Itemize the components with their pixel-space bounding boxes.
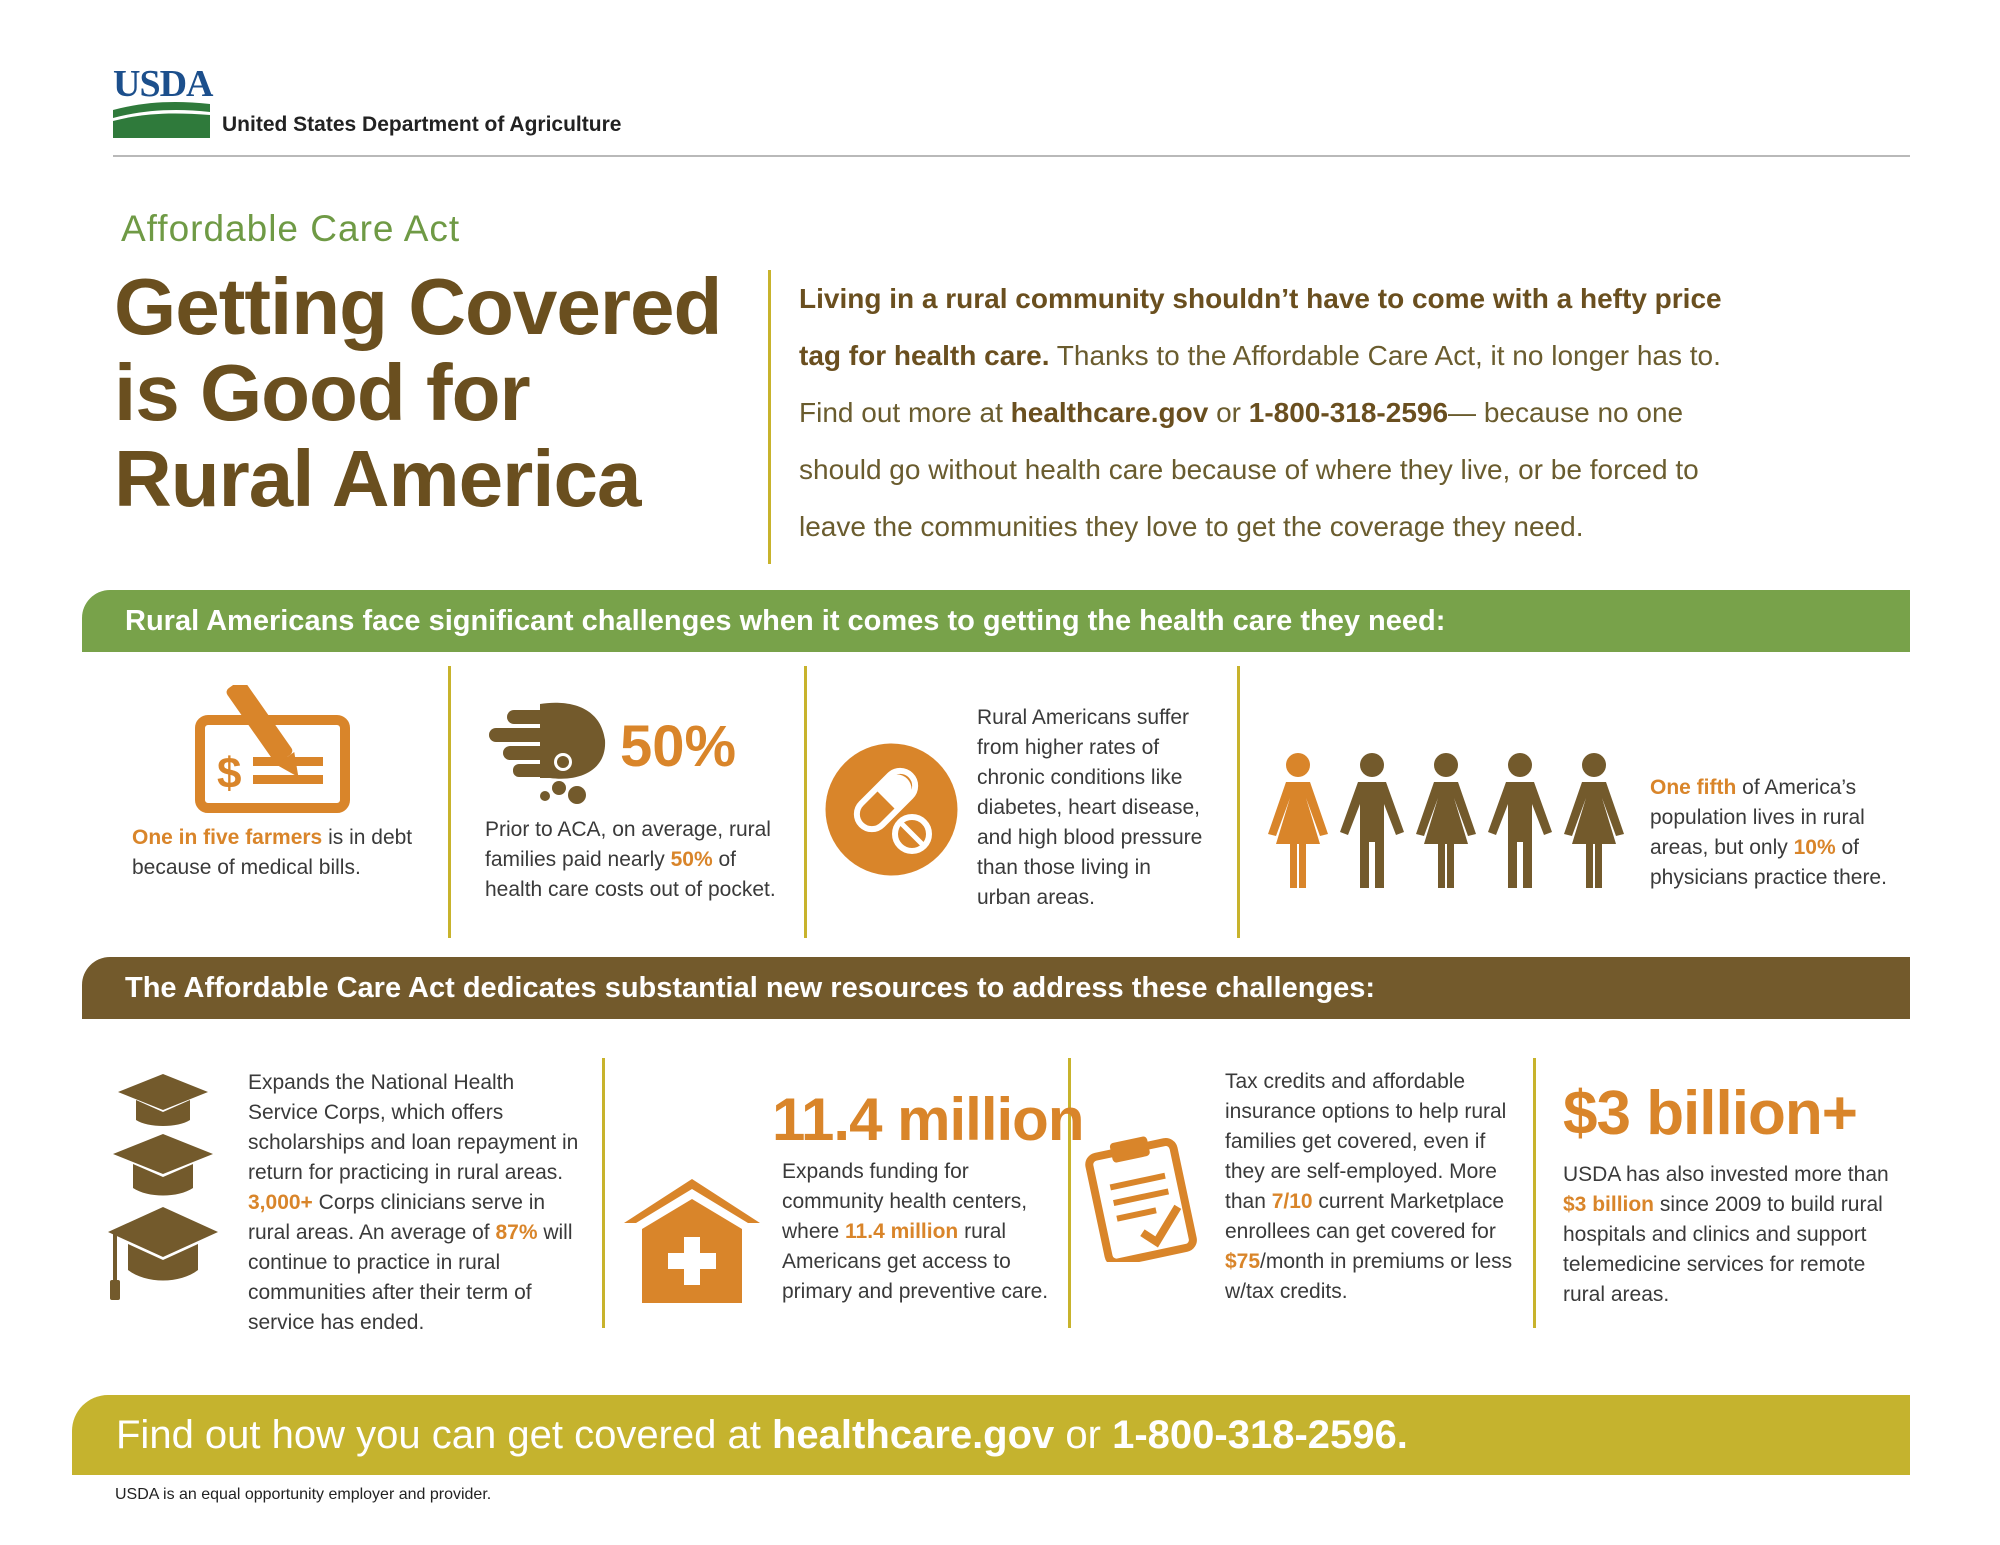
resource-highlight: 3,000+ [248,1191,313,1214]
page-title [114,264,721,522]
pill-capsule-icon [824,742,959,877]
stat-physicians [1650,773,1900,893]
cta-phone: 1-800-318-2596. [1112,1413,1408,1457]
disclaimer: USDA is an equal opportunity employer and provider. [115,1486,492,1503]
resource-body: Expands the National Health Service Corps, which offers scholarships and loan repayment in return for practicing in rural areas. [248,1071,579,1184]
resource-highlight: 11.4 million [845,1220,959,1243]
person-figure-highlighted [1268,753,1328,888]
person-figure [1488,753,1552,888]
stat-highlight: One in five farmers [132,826,323,849]
stat-body: of America’s population lives in rural areas, but only [1650,776,1865,859]
cta-site-link[interactable]: healthcare.gov [771,1413,1055,1457]
stat-highlight: One fifth [1650,776,1737,799]
challenges-banner: Rural Americans face significant challenges when it comes to getting the health care they need: [82,590,1910,652]
intro-phone: 1-800-318-2596 [1248,397,1449,428]
resource-highlight: 7/10 [1271,1190,1313,1213]
eyebrow-title: Affordable Care Act [121,208,461,249]
intro-divider [768,270,771,564]
resource-body: since 2009 to build rural hospitals and clinics and support telemedicine services for remote rural areas. [1563,1193,1883,1306]
stat-out-of-pocket [485,815,790,905]
stat-body: Prior to ACA, on average, rural families paid nearly [485,818,771,871]
resource-highlight: $3 billion [1563,1193,1655,1216]
person-figure [1416,753,1476,888]
cta-text: Find out how you can get covered at [116,1413,772,1457]
stat-highlight: 10% [1793,836,1836,859]
person-figure [1564,753,1624,888]
intro-site-link[interactable]: healthcare.gov [1010,397,1209,428]
resource-big-number: $3 billion+ [1563,1079,1857,1148]
divider [602,1058,605,1328]
header-divider [113,155,1910,157]
stat-chronic-conditions: Rural Americans suffer from higher rates of chronic conditions like diabetes, heart disease, and high blood pressure than those living in urban areas. [977,706,1203,909]
resource-body: USDA has also invested more than [1563,1163,1889,1186]
call-to-action-banner [72,1395,1910,1475]
resource-highlight: 87% [495,1221,538,1244]
resource-body: current Marketplace enrollees can get covered for [1225,1190,1505,1243]
graduation-caps-icon [108,1072,218,1312]
agency-name: United States Department of Agriculture [222,113,622,136]
person-figure [1340,753,1404,888]
clipboard-icon [1085,1132,1200,1262]
resource-health-centers [782,1157,1057,1307]
title-line-2: is Good for [114,348,530,437]
resources-banner: The Affordable Care Act dedicates substantial new resources to address these challenges: [82,957,1910,1019]
resource-highlight: $75 [1225,1250,1261,1273]
resource-body: /month in premiums or less w/tax credits. [1225,1250,1513,1303]
stat-percent: 50% [620,714,737,779]
usda-wordmark: USDA [113,63,213,105]
intro-text-1: Thanks to the Affordable Care Act, it no longer has to. Find out more at [799,340,1721,428]
divider [448,666,451,938]
stat-body: of physicians practice there. [1650,836,1887,889]
people-icon [1262,752,1632,890]
divider [1237,666,1240,938]
intro-text-2: or [1208,397,1249,428]
resource-tax-credits [1225,1067,1525,1307]
resource-body: Corps clinicians serve in rural areas. An average of [248,1191,546,1244]
stat-body: is in debt because of medical bills. [132,826,413,879]
check-pen-icon [195,685,350,815]
svg-text:$: $ [217,749,242,798]
stat-body: of health care costs out of pocket. [485,848,776,901]
resource-body: Expands funding for community health centers, where [782,1160,1028,1243]
resource-health-corps [248,1068,588,1338]
hand-coins-icon [485,700,615,805]
resource-usda-investment [1563,1160,1893,1310]
intro-paragraph [799,270,1729,555]
title-line-1: Getting Covered [114,262,722,351]
cta-text: or [1054,1413,1113,1457]
clinic-icon [622,1175,762,1305]
resource-body: will continue to practice in rural communities after their term of service has ended. [248,1221,573,1334]
divider [1533,1058,1536,1328]
people-figures [1262,752,1632,890]
resource-body: Tax credits and affordable insurance options to help rural families get covered, even if they are self-employed. More than [1225,1070,1507,1213]
title-line-3: Rural America [114,434,641,523]
divider [804,666,807,938]
intro-lead: Living in a rural community shouldn’t have to come with a hefty price tag for health care. [799,283,1722,371]
stat-highlight: 50% [670,848,713,871]
resource-body: rural Americans get access to primary and preventive care. [782,1220,1049,1303]
stat-farmers-debt [132,823,422,883]
resource-big-number: 11.4 million [772,1086,1084,1153]
intro-text-3: — because no one should go without health care because of where they live, or be forced to leave the communities they love to get the coverage they need. [799,397,1699,542]
